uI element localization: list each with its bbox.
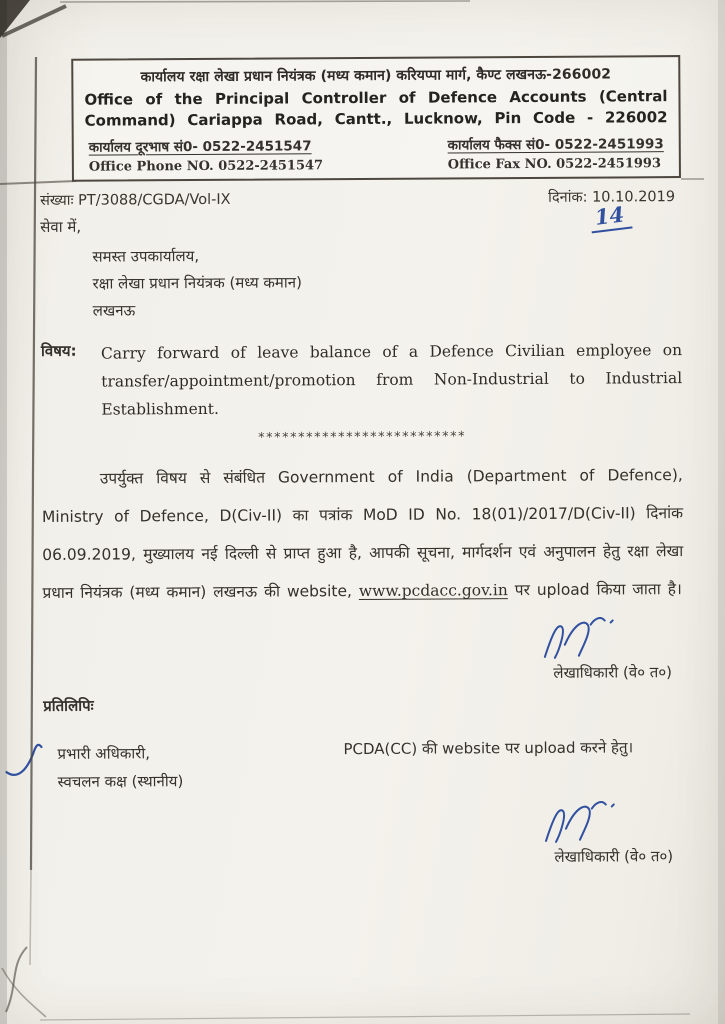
copy-row [43, 736, 684, 796]
signature-block-2 [44, 798, 685, 870]
fax-hindi: कार्यालय फैक्स सं0- 0522-2451993 [447, 136, 664, 154]
addressee-block [92, 240, 681, 325]
copy-label: प्रतिलिपिः [43, 697, 94, 716]
copy-recipient [43, 738, 343, 796]
signature-block-1 [43, 614, 684, 686]
addressee-line: समस्त उपकार्यालय, [92, 247, 200, 267]
copy-purpose: PCDA(CC) की website पर upload करने हेतु। [343, 738, 634, 759]
contact-row [85, 135, 668, 176]
letterhead-box [71, 55, 681, 182]
copy-recipient-line: प्रभारी अधिकारी, [57, 744, 151, 764]
tick-mark-icon [3, 738, 61, 784]
star-separator: ************************** [258, 429, 467, 447]
body-text-2: पर upload किया जाता है। [507, 580, 682, 600]
subject-row [41, 336, 683, 424]
phone-hindi: कार्यालय दूरभाष सं0- 0522-2451547 [88, 138, 312, 157]
phone-english: Office Phone NO. 0522-2451547 [88, 158, 324, 176]
reference-row [40, 186, 681, 210]
copy-recipient-line: स्वचलन कक्ष (स्थानीय) [57, 772, 184, 792]
signature-scribble [536, 799, 631, 850]
handwritten-page-number: 14 [588, 201, 632, 234]
body-text-1: उपर्युक्त विषय से संबंधित Government of India (Department of Defence), Ministry of Defence, D(Civ-II) का पत्रांक MoD ID No. 18(01)/2017/D(Civ-II) दिनांक 06.09.2019, मुख्यालय नई दिल्ली से प्राप्त हुआ है, आपकी सूचना, मार्गदर्शन एवं अनुपालन हेतु रक्षा लेखा प्रधान नियंत्रक (मध्य कमान) लखनऊ की website, [41, 466, 684, 603]
signatory-designation: लेखाधिकारी (वे० त०) [553, 663, 673, 683]
signature-scribble [535, 615, 630, 666]
reference-number: संख्याः PT/3088/CGDA/Vol-IX [40, 192, 231, 210]
date-label: दिनांक: [548, 189, 588, 207]
addressee-line: रक्षा लेखा प्रधान नियंत्रक (मध्य कमान) [92, 273, 302, 294]
subject-text: Carry forward of leave balance of a Defence Civilian employee on transfer/appointment/promotion from Non-Industrial to Industrial Establishment. [100, 341, 683, 419]
website-link: www.pcdacc.gov.in [358, 581, 508, 601]
addressee-line: लखनऊ [92, 301, 136, 321]
date-value: 10.10.2019 [592, 189, 676, 206]
fax-english: Office Fax NO. 0522-2451993 [447, 156, 662, 173]
salutation: सेवा में, [40, 218, 82, 237]
office-name-english: Office of the Principal Controller of Defence Accounts (Central Command) Cariappa Road, Cantt., Lucknow, Pin Code - 226002 [84, 87, 668, 130]
subject-label: विषय: [40, 342, 77, 361]
fax-column [448, 135, 664, 173]
signatory-designation: लेखाधिकारी (वे० त०) [554, 847, 674, 867]
office-name-hindi: कार्यालय रक्षा लेखा प्रधान नियंत्रक (मध्य कमान) करियप्पा मार्ग, कैण्ट लखनऊ-266002 [140, 66, 612, 86]
body-paragraph [42, 456, 684, 612]
phone-column [89, 137, 323, 175]
